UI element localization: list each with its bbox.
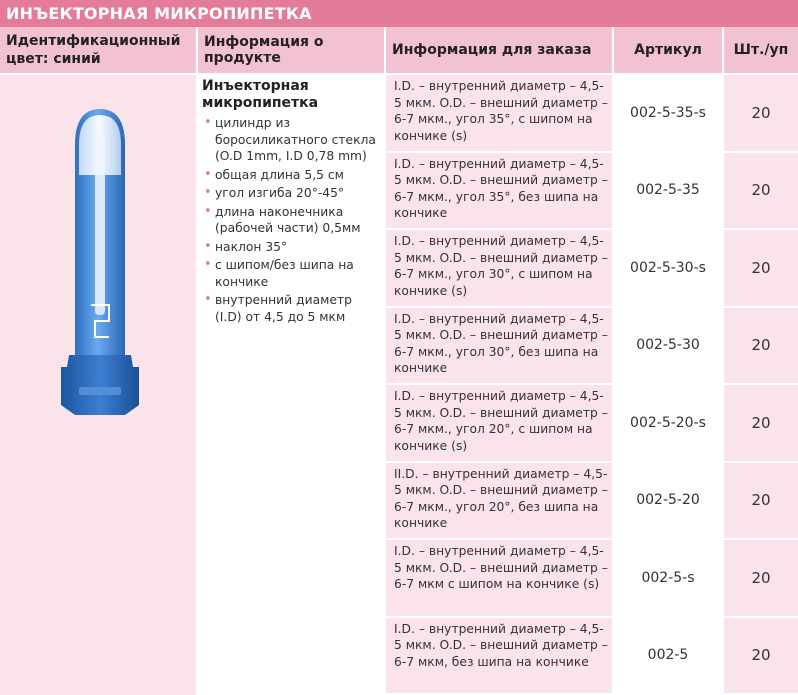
article-number: 002-5-35-s	[614, 75, 722, 151]
header-article: Артикул	[614, 27, 722, 73]
order-info: I.D. – внутренний диаметр – 4,5-5 мкм. O.D. – внешний диаметр – 6-7 мкм., угол 30°, без шипа на кончике	[386, 308, 612, 384]
product-bullets	[202, 115, 380, 325]
order-info: I.D. – внутренний диаметр – 4,5-5 мкм. O.D. – внешний диаметр – 6-7 мкм с шипом на кончике (s)	[386, 540, 612, 616]
table-row	[386, 308, 798, 386]
bullet-item: • длина наконечника (рабочей части) 0,5мм	[202, 204, 380, 237]
pack-quantity: 20	[724, 385, 798, 461]
pack-quantity: 20	[724, 230, 798, 306]
bullet-item: • угол изгиба 20°-45°	[202, 185, 380, 202]
article-number: 002-5-30-s	[614, 230, 722, 306]
order-info: I.D. – внутренний диаметр – 4,5-5 мкм. O.D. – внешний диаметр – 6-7 мкм, без шипа на кончике	[386, 618, 612, 694]
pack-quantity: 20	[724, 463, 798, 539]
bullet-item: • с шипом/без шипа на кончике	[202, 257, 380, 290]
order-info: I.D. – внутренний диаметр – 4,5-5 мкм. O.D. – внешний диаметр – 6-7 мкм., угол 30°, с шипом на кончике (s)	[386, 230, 612, 306]
article-number: 002-5-s	[614, 540, 722, 616]
bullet-item: • цилиндр из боросиликатного стекла (O.D 1mm, I.D 0,78 mm)	[202, 115, 380, 165]
header-qty: Шт./уп	[724, 27, 798, 73]
table-row	[386, 153, 798, 231]
bullet-item: • внутренний диаметр (I.D) от 4,5 до 5 мкм	[202, 292, 380, 325]
bullet-item: • общая длина 5,5 см	[202, 167, 380, 184]
product-info-cell	[198, 75, 384, 695]
product-name: Инъекторная микропипетка	[202, 78, 319, 111]
table-row	[386, 540, 798, 618]
header-product: Информация о продукте	[198, 27, 384, 73]
table-row	[386, 463, 798, 541]
table-row	[386, 618, 798, 695]
order-info: I.D. – внутренний диаметр – 4,5-5 мкм. O.D. – внешний диаметр – 6-7 мкм., угол 20°, с шипом на кончике (s)	[386, 385, 612, 461]
order-info: I.D. – внутренний диаметр – 4,5-5 мкм. O.D. – внешний диаметр – 6-7 мкм., угол 35°, без шипа на кончике	[386, 153, 612, 229]
article-number: 002-5-20	[614, 463, 722, 539]
table-row	[386, 230, 798, 308]
page-title: ИНЪЕКТОРНАЯ МИКРОПИПЕТКА	[0, 0, 798, 27]
order-info: I.D. – внутренний диаметр – 4,5-5 мкм. O.D. – внешний диаметр – 6-7 мкм., угол 35°, с шипом на кончике (s)	[386, 75, 612, 151]
article-number: 002-5-20-s	[614, 385, 722, 461]
pack-quantity: 20	[724, 540, 798, 616]
product-image-cell	[0, 75, 196, 695]
header-order: Информация для заказа	[386, 27, 612, 73]
pack-quantity: 20	[724, 308, 798, 384]
article-number: 002-5-30	[614, 308, 722, 384]
order-rows	[386, 75, 798, 695]
table-row	[386, 75, 798, 153]
bullet-item: • наклон 35°	[202, 239, 380, 256]
pipette-image	[55, 105, 145, 485]
pack-quantity: 20	[724, 75, 798, 151]
table-row	[386, 385, 798, 463]
header-color: Идентификационный цвет: синий	[0, 27, 196, 73]
article-number: 002-5	[614, 618, 722, 694]
pack-quantity: 20	[724, 153, 798, 229]
article-number: 002-5-35	[614, 153, 722, 229]
order-info: II.D. – внутренний диаметр – 4,5- 5 мкм. O.D. – внешний диаметр – 6-7 мкм., угол 20°, без шипа на кончике	[386, 463, 612, 539]
pack-quantity: 20	[724, 618, 798, 694]
